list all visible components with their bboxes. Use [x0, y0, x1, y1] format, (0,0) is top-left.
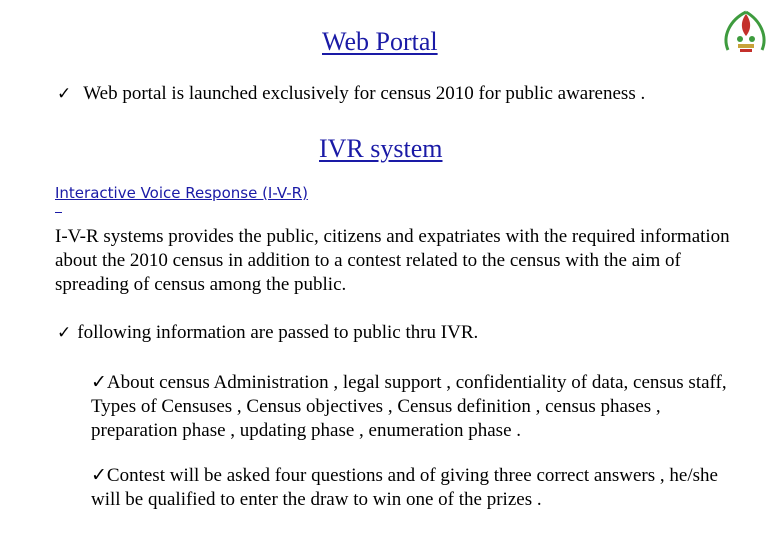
subheading-divider — [55, 212, 62, 213]
web-portal-bullet — [57, 82, 645, 106]
ivr-info-bullet-text: following information are passed to public thru IVR. — [77, 322, 479, 343]
web-portal-bullet-text: Web portal is launched exclusively for census 2010 for public awareness . — [83, 83, 646, 104]
ivr-paragraph: I-V-R systems provides the public, citizens and expatriates with the required information about the 2010 census in addition to a contest related to the census with the aim of spreading of census among the public. — [55, 226, 730, 295]
ivr-system-heading: IVR system — [319, 134, 443, 163]
web-portal-heading: Web Portal — [322, 27, 438, 56]
contest-text: Contest will be asked four questions and of giving three correct answers , he/she will be qualified to enter the draw to win one of the prizes . — [91, 465, 718, 510]
about-census-text: About census Administration , legal support , confidentiality of data, census staff, Types of Censuses , Census objectives , Census definition , census phases , preparation phase , updating phase , enumeration phase . — [91, 372, 727, 441]
ivr-subheading: Interactive Voice Response (I-V-R) — [55, 184, 308, 202]
about-census-bullet — [91, 370, 751, 443]
ivr-info-bullet — [57, 321, 478, 345]
contest-bullet — [91, 463, 751, 512]
check-icon: ✓ — [57, 323, 72, 343]
check-icon: ✓ — [57, 84, 72, 104]
check-icon: ✓ — [91, 464, 107, 486]
check-icon: ✓ — [91, 371, 107, 393]
census-logo-icon — [718, 6, 772, 56]
